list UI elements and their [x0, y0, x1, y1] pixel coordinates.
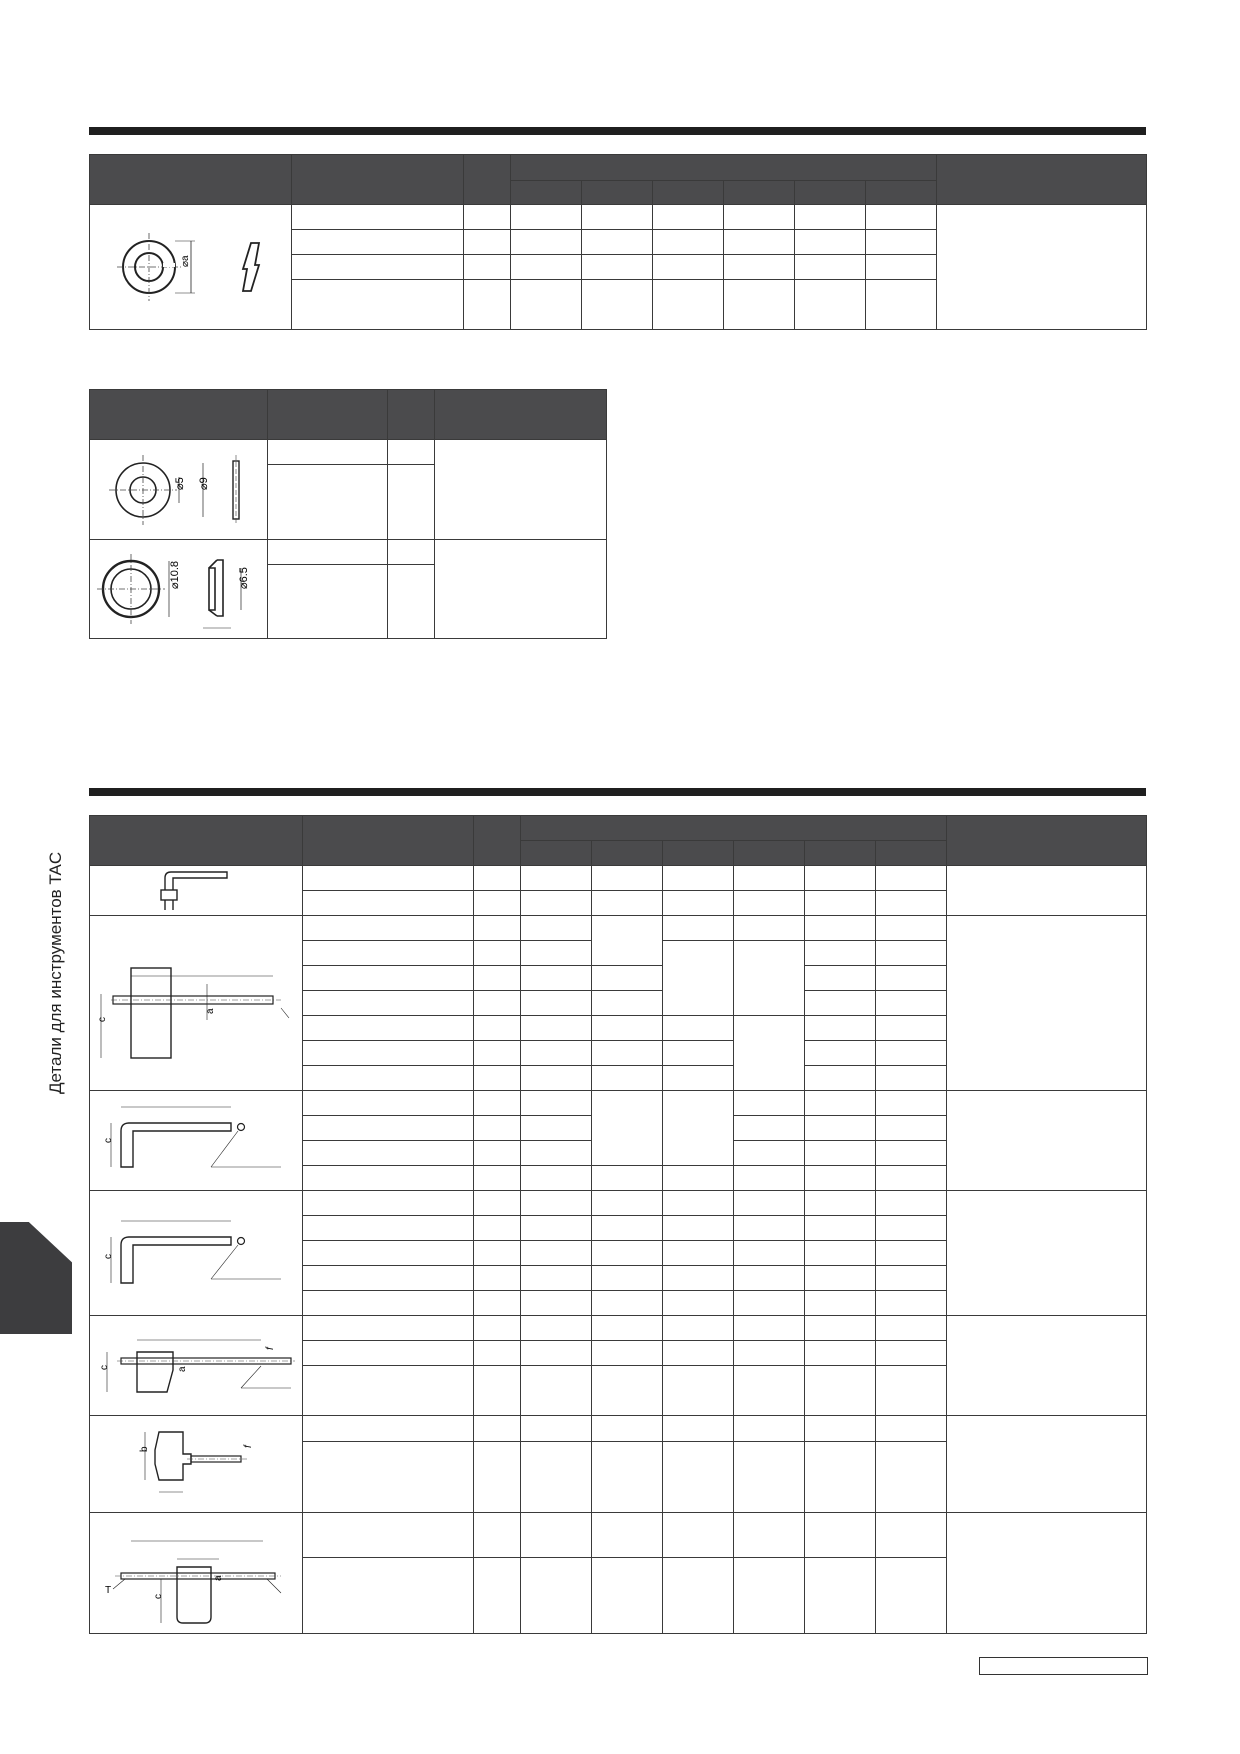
- tips-table: [89, 815, 1147, 1634]
- cup-washer-drawing: [90, 540, 268, 639]
- spring-washer-table: [89, 154, 1147, 330]
- header-cell: [464, 155, 511, 205]
- dim-label-f: f: [265, 1346, 276, 1350]
- dim-label-c: c: [99, 1364, 110, 1370]
- header-cell: [292, 155, 464, 205]
- shaped-tip-drawing: [90, 1316, 303, 1416]
- l-key-drawing-1: [90, 1091, 303, 1191]
- remarks-cell: [435, 540, 607, 639]
- remarks-cell: [947, 1091, 1147, 1191]
- blade-tip-drawing: [90, 916, 303, 1091]
- dim-label-T: T: [105, 1585, 112, 1596]
- hook-pin-drawing: [90, 866, 303, 916]
- dim-label-c: c: [153, 1594, 164, 1599]
- dim-label-b: b: [139, 1446, 150, 1452]
- section-rule-top: [89, 127, 1146, 135]
- remarks-cell: [947, 1513, 1147, 1634]
- side-tab: [0, 1222, 72, 1334]
- remarks-cell: [947, 1416, 1147, 1513]
- side-label: Детали для инструментов TAC: [46, 851, 65, 1094]
- dim-label-a: a: [205, 1008, 216, 1014]
- section-rule-bottom: [89, 788, 1146, 796]
- header-cell: [90, 155, 292, 205]
- dim-label-cup: ⌀10.8: [168, 560, 181, 589]
- remarks-cell: [947, 916, 1147, 1091]
- dim-label-c: c: [103, 1254, 114, 1259]
- footer-box: [979, 1657, 1148, 1675]
- dim-label-a: a: [177, 1365, 188, 1372]
- remarks-cell: [435, 440, 607, 540]
- dim-label-a: a: [213, 1575, 224, 1581]
- dim-label-a: ⌀a: [179, 255, 191, 267]
- remarks-cell: [947, 866, 1147, 916]
- spring-washer-drawing: [90, 205, 292, 330]
- remarks-cell: [947, 1191, 1147, 1316]
- dim-label-inner: ⌀5: [173, 476, 186, 490]
- header-cell: [937, 155, 1147, 205]
- dim-label-outer: ⌀9: [197, 476, 210, 490]
- dim-label-c: c: [97, 1017, 108, 1022]
- dim-label-f: f: [243, 1445, 254, 1448]
- dim-label-c: c: [103, 1137, 114, 1143]
- header-cell: [511, 155, 937, 181]
- t-tip-drawing: [90, 1416, 303, 1513]
- header-cell: [90, 816, 303, 866]
- header-cell: [90, 390, 268, 440]
- washer-table: [89, 389, 607, 639]
- flat-washer-drawing: [90, 440, 268, 540]
- dim-label-cup-height: ⌀6.5: [237, 567, 250, 589]
- remarks-cell: [947, 1316, 1147, 1416]
- l-key-drawing-2: [90, 1191, 303, 1316]
- double-tip-drawing: [90, 1513, 303, 1634]
- remarks-cell: [937, 205, 1147, 330]
